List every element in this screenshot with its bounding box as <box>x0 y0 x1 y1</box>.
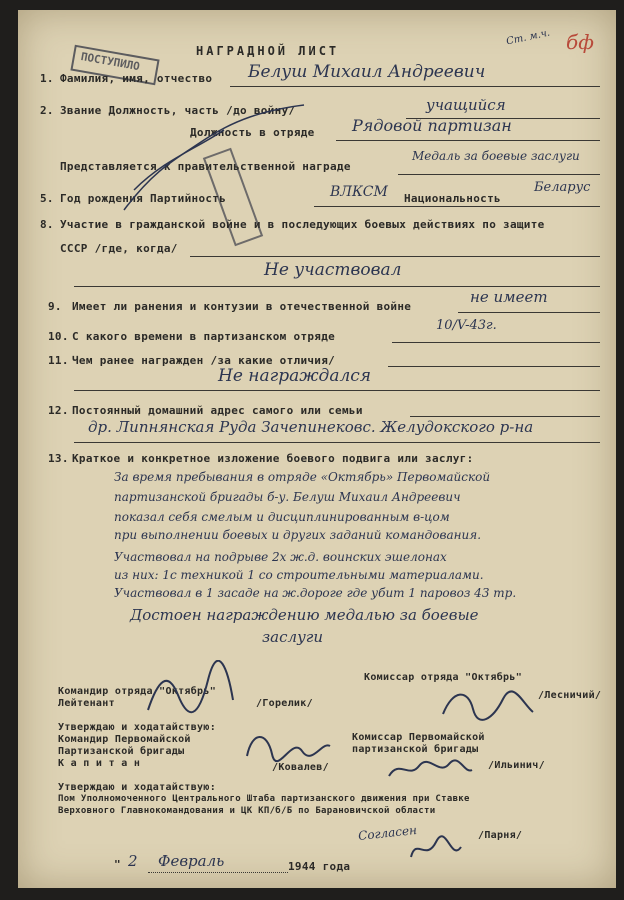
commander-label: Командир отряда "Октябрь" <box>58 686 217 697</box>
row-5-num: 5. <box>40 192 54 205</box>
row-2-value: учащийся <box>426 96 506 114</box>
narrative-line-1: За время пребывания в отряде «Октябрь» Первомайской <box>114 470 491 484</box>
row-12-line-a <box>410 416 600 417</box>
narrative-line-5: Участвовал на подрыве 2х ж.д. воинских эшелонах <box>114 550 447 564</box>
date-line <box>148 872 288 873</box>
row-9-num: 9. <box>48 300 62 313</box>
document-title: НАГРАДНОЙ ЛИСТ <box>196 44 340 58</box>
row-2-num: 2. <box>40 104 54 117</box>
row-11-label: Чем ранее награжден /за какие отличия/ <box>72 354 336 367</box>
approve2-label: Утверждаю и ходатайствую: <box>58 782 217 793</box>
brigade-commissar-signature <box>384 754 474 784</box>
received-stamp: ПОСТУПИЛО <box>70 45 159 86</box>
award-sheet <box>18 10 616 888</box>
date-month: Февраль <box>158 852 225 870</box>
commissar-label: Комиссар отряда "Октябрь" <box>364 672 523 683</box>
commander-signature <box>138 660 238 720</box>
staff-note: Согласен <box>357 822 418 844</box>
row-4-value: Медаль за боевые заслуги <box>412 149 580 163</box>
row-12-line-b <box>74 442 600 443</box>
brigade-commander-name: /Ковалев/ <box>272 762 329 773</box>
row-9-label: Имеет ли ранения и контузии в отечественной войне <box>72 300 412 313</box>
row-9-value: не имеет <box>470 288 548 306</box>
row-8-line-b <box>74 286 600 287</box>
row-1-label: Фамилия, имя, отчество <box>60 72 213 85</box>
row-13-label: Краткое и конкретное изложение боевого подвига или заслуг: <box>72 452 474 465</box>
row-8-line-a <box>190 256 600 257</box>
row-1-num: 1. <box>40 72 54 85</box>
row-12-label: Постоянный домашний адрес самого или семьи <box>72 404 363 417</box>
row-10-line <box>392 342 600 343</box>
row-4-label: Представляется к правительственной награде <box>60 160 351 173</box>
narrative-line-4: при выполнении боевых и других заданий командования. <box>114 528 482 542</box>
brigade-commander-l2: Партизанской бригады <box>58 746 185 757</box>
row-11-num: 11. <box>48 354 69 367</box>
row-9-line <box>458 312 600 313</box>
commissar-signature <box>438 684 538 724</box>
corner-number: бф <box>566 30 594 54</box>
row-11-line-b <box>74 390 600 391</box>
brigade-commander-signature <box>242 726 332 766</box>
corner-note: Ст. м.ч. <box>505 27 552 48</box>
date-prefix: " <box>114 858 121 871</box>
row-5-line <box>314 206 600 207</box>
brigade-commissar-l1: Комиссар Первомайской <box>352 732 485 743</box>
brigade-commissar-name: /Ильинич/ <box>488 760 545 771</box>
row-4-line <box>398 174 600 175</box>
date-year: 1944 года <box>288 860 351 873</box>
row-8-label-cont: СССР /где, когда/ <box>60 242 178 255</box>
row-5-value: Беларус <box>534 180 591 195</box>
row-13-num: 13. <box>48 452 69 465</box>
commander-name: /Горелик/ <box>256 698 313 709</box>
row-3-label: Должность в отряде <box>190 126 315 139</box>
row-11-line-a <box>388 366 600 367</box>
row-11-value: Не награждался <box>218 366 372 386</box>
row-3-line <box>336 140 600 141</box>
staff-name: /Парня/ <box>478 830 523 841</box>
brigade-commissar-l2: партизанской бригады <box>352 744 479 755</box>
staff-line-2: Верховного Главнокомандования и ЦК КП/б/Б по Барановичской области <box>58 806 436 816</box>
narrative-line-7: Участвовал в 1 засаде на ж.дороге где убит 1 паровоз 43 тр. <box>114 586 517 600</box>
row-12-num: 12. <box>48 404 69 417</box>
brigade-commander-rank: К а п и т а н <box>58 758 141 769</box>
commander-rank: Лейтенант <box>58 698 115 709</box>
brigade-commander-l1: Командир Первомайской <box>58 734 191 745</box>
row-10-label: С какого времени в партизанском отряде <box>72 330 336 343</box>
conclusion-line-2: заслуги <box>262 628 324 646</box>
row-5-label2: Национальность <box>404 192 501 205</box>
row-1-value: Белуш Михаил Андреевич <box>248 62 486 82</box>
diagonal-resolution-mark <box>114 100 314 220</box>
commissar-name: /Лесничий/ <box>538 690 602 701</box>
row-3-value: Рядовой партизан <box>352 116 512 135</box>
conclusion-line-1: Достоен награждению медалью за боевые <box>130 606 479 624</box>
row-12-value: др. Липнянская Руда Зачепинековс. Желудокского р-на <box>88 418 534 436</box>
row-10-num: 10. <box>48 330 69 343</box>
narrative-line-2: партизанской бригады б-у. Белуш Михаил Андреевич <box>114 490 461 504</box>
narrative-line-6: из них: 1с техникой 1 со строительными материалами. <box>114 568 484 582</box>
row-8-label: Участие в гражданской войне и в последующих боевых действиях по защите <box>60 218 545 231</box>
row-5-label: Год рождения Партийность <box>60 192 227 205</box>
row-8-value: Не участвовал <box>264 260 402 280</box>
staff-signature <box>406 832 466 868</box>
row-2-label: Звание Должность, часть /до войну/ <box>60 104 296 117</box>
row-1-line <box>230 86 600 87</box>
row-10-value: 10/V-43г. <box>436 318 497 333</box>
row-8-num: 8. <box>40 218 54 231</box>
approve-label: Утверждаю и ходатайствую: <box>58 722 217 733</box>
row-5-party: ВЛКСМ <box>330 184 388 200</box>
date-day: 2 <box>128 852 138 870</box>
narrative-line-3: показал себя смелым и дисциплинированным в-цом <box>114 510 450 524</box>
staff-line-1: Пом Уполномоченного Центрального Штаба партизанского движения при Ставке <box>58 794 470 804</box>
